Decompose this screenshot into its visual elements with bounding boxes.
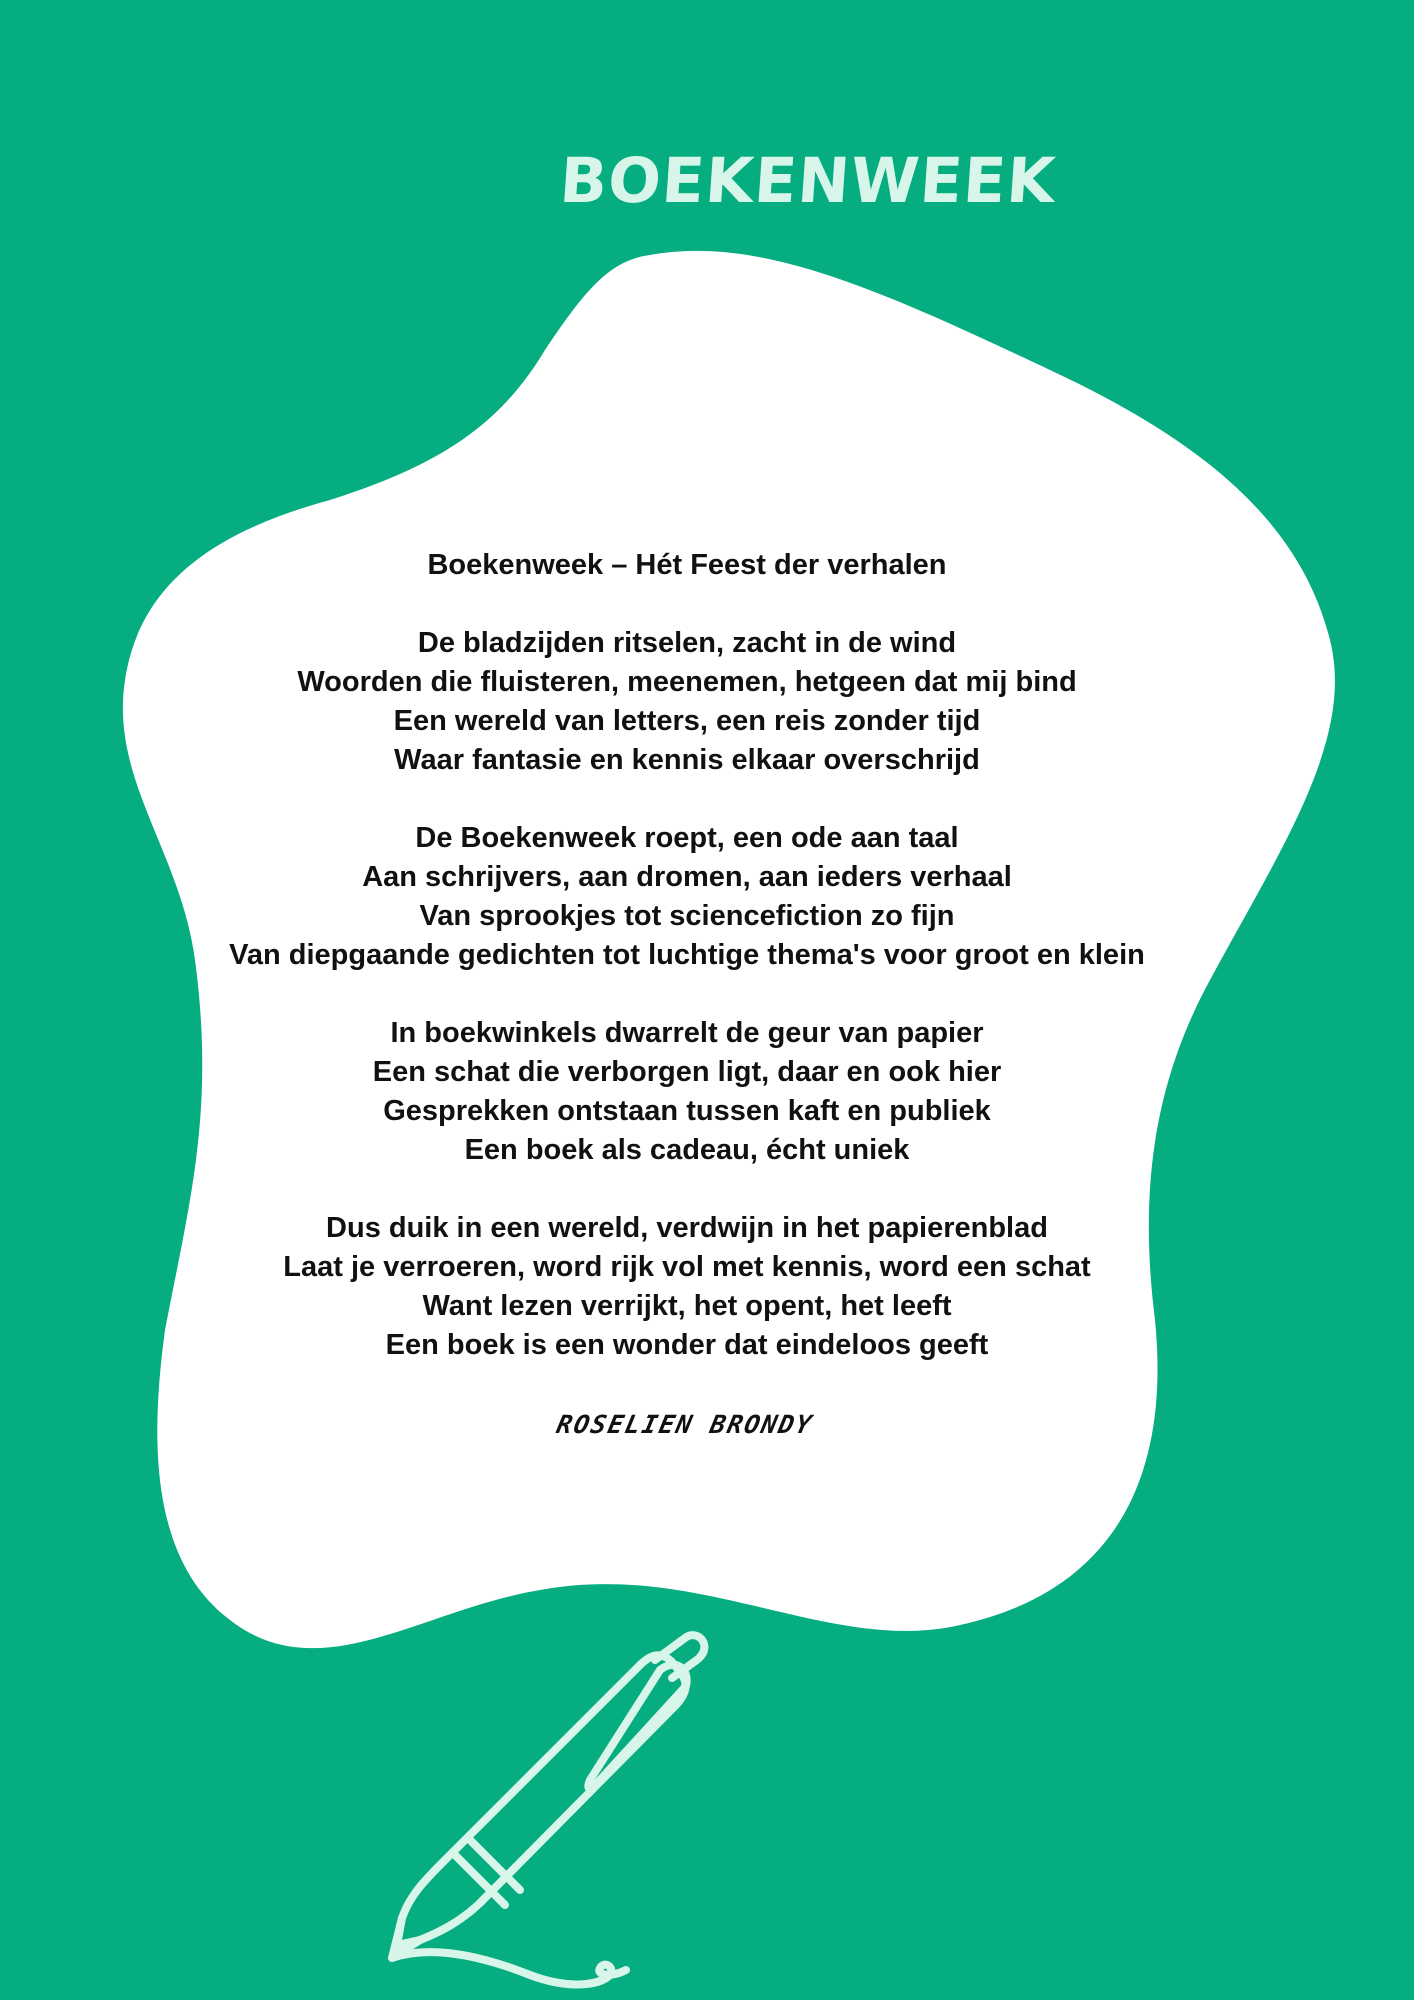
poem-line: Woorden die fluisteren, meenemen, hetgeen dat mij bind [297, 666, 1077, 698]
poem-line: In boekwinkels dwarrelt de geur van papier [390, 1017, 984, 1049]
page-title: BOEKENWEEK [557, 144, 1059, 217]
poem-line: Laat je verroeren, word rijk vol met kennis, word een schat [283, 1251, 1091, 1283]
poem-line: Want lezen verrijkt, het opent, het leeft [422, 1290, 952, 1322]
poem-line: De bladzijden ritselen, zacht in de wind [417, 627, 957, 659]
poem-line: Gesprekken ontstaan tussen kaft en publiek [383, 1095, 991, 1127]
poem-line: Een boek als cadeau, écht uniek [464, 1134, 910, 1166]
poem-line: Waar fantasie en kennis elkaar overschrijd [394, 744, 980, 776]
poem-line: Van diepgaande gedichten tot luchtige thema's voor groot en klein [229, 939, 1145, 971]
poem-line: Van sprookjes tot sciencefiction zo fijn [419, 900, 955, 932]
poem-line: De Boekenweek roept, een ode aan taal [415, 822, 959, 854]
poem-title: Boekenweek – Hét Feest der verhalen [427, 549, 947, 581]
poem-line: Een boek is een wonder dat eindeloos geeft [385, 1329, 989, 1361]
poem-line: Dus duik in een wereld, verdwijn in het papierenblad [326, 1212, 1048, 1244]
poem-line: Aan schrijvers, aan dromen, aan ieders verhaal [362, 861, 1012, 893]
author-signature: ROSELIEN BRONDY [554, 1410, 816, 1439]
poem-line: Een schat die verborgen ligt, daar en ook hier [372, 1056, 1002, 1088]
poem-line: Een wereld van letters, een reis zonder tijd [393, 705, 981, 737]
